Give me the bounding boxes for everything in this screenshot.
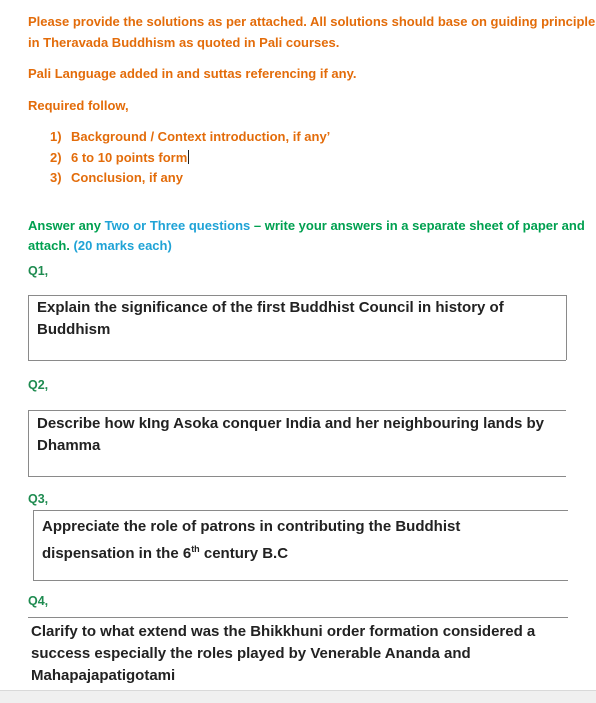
instructions-line-1: Answer any Two or Three questions – write your answers in a separate sheet of paper and xyxy=(28,218,585,233)
question-1: Explain the significance of the first Buddhist Council in history of Buddhism xyxy=(37,299,504,338)
divider xyxy=(28,476,566,477)
instructions-line-2: attach. (20 marks each) xyxy=(28,238,172,253)
intro-line-2: in Theravada Buddhism as quoted in Pali courses. xyxy=(28,35,340,50)
question-4: Clarify to what extend was the Bhikkhuni order formation considered a success especially the roles played by Venerable Ananda and Mahapajapatigotami xyxy=(31,623,536,684)
question-label-1: Q1, xyxy=(28,264,49,278)
highlight-text: Two or Three questions xyxy=(104,218,251,233)
question-2: Describe how kIng Asoka conquer India and her neighbouring lands by Dhamma xyxy=(37,415,545,454)
requirements-list xyxy=(50,127,330,189)
divider xyxy=(33,510,34,580)
list-item: 1) Background / Context introduction, if any’ xyxy=(50,129,331,144)
divider xyxy=(28,617,568,618)
question-label-3: Q3, xyxy=(28,492,49,506)
divider xyxy=(28,360,566,361)
intro-line-1: Please provide the solutions as per attached. All solutions should base on guiding principle xyxy=(28,14,596,29)
question-label-2: Q2, xyxy=(28,378,49,392)
divider xyxy=(33,580,568,581)
required-heading: Required follow, xyxy=(28,98,129,113)
pali-note: Pali Language added in and suttas referencing if any. xyxy=(28,66,357,81)
divider xyxy=(33,510,568,511)
divider xyxy=(28,295,29,360)
window-bottom-edge xyxy=(0,690,596,703)
divider xyxy=(28,410,566,411)
text-cursor xyxy=(188,150,189,164)
question-label-4: Q4, xyxy=(28,594,49,608)
list-item: 3) Conclusion, if any xyxy=(50,170,183,185)
list-item: 2) 6 to 10 points form xyxy=(50,149,188,165)
question-3: Appreciate the role of patrons in contributing the Buddhist dispensation in the 6th century B.C xyxy=(42,518,461,562)
divider xyxy=(566,295,567,360)
divider xyxy=(28,410,29,476)
divider xyxy=(28,295,566,296)
marks-text: (20 marks each) xyxy=(73,238,172,253)
